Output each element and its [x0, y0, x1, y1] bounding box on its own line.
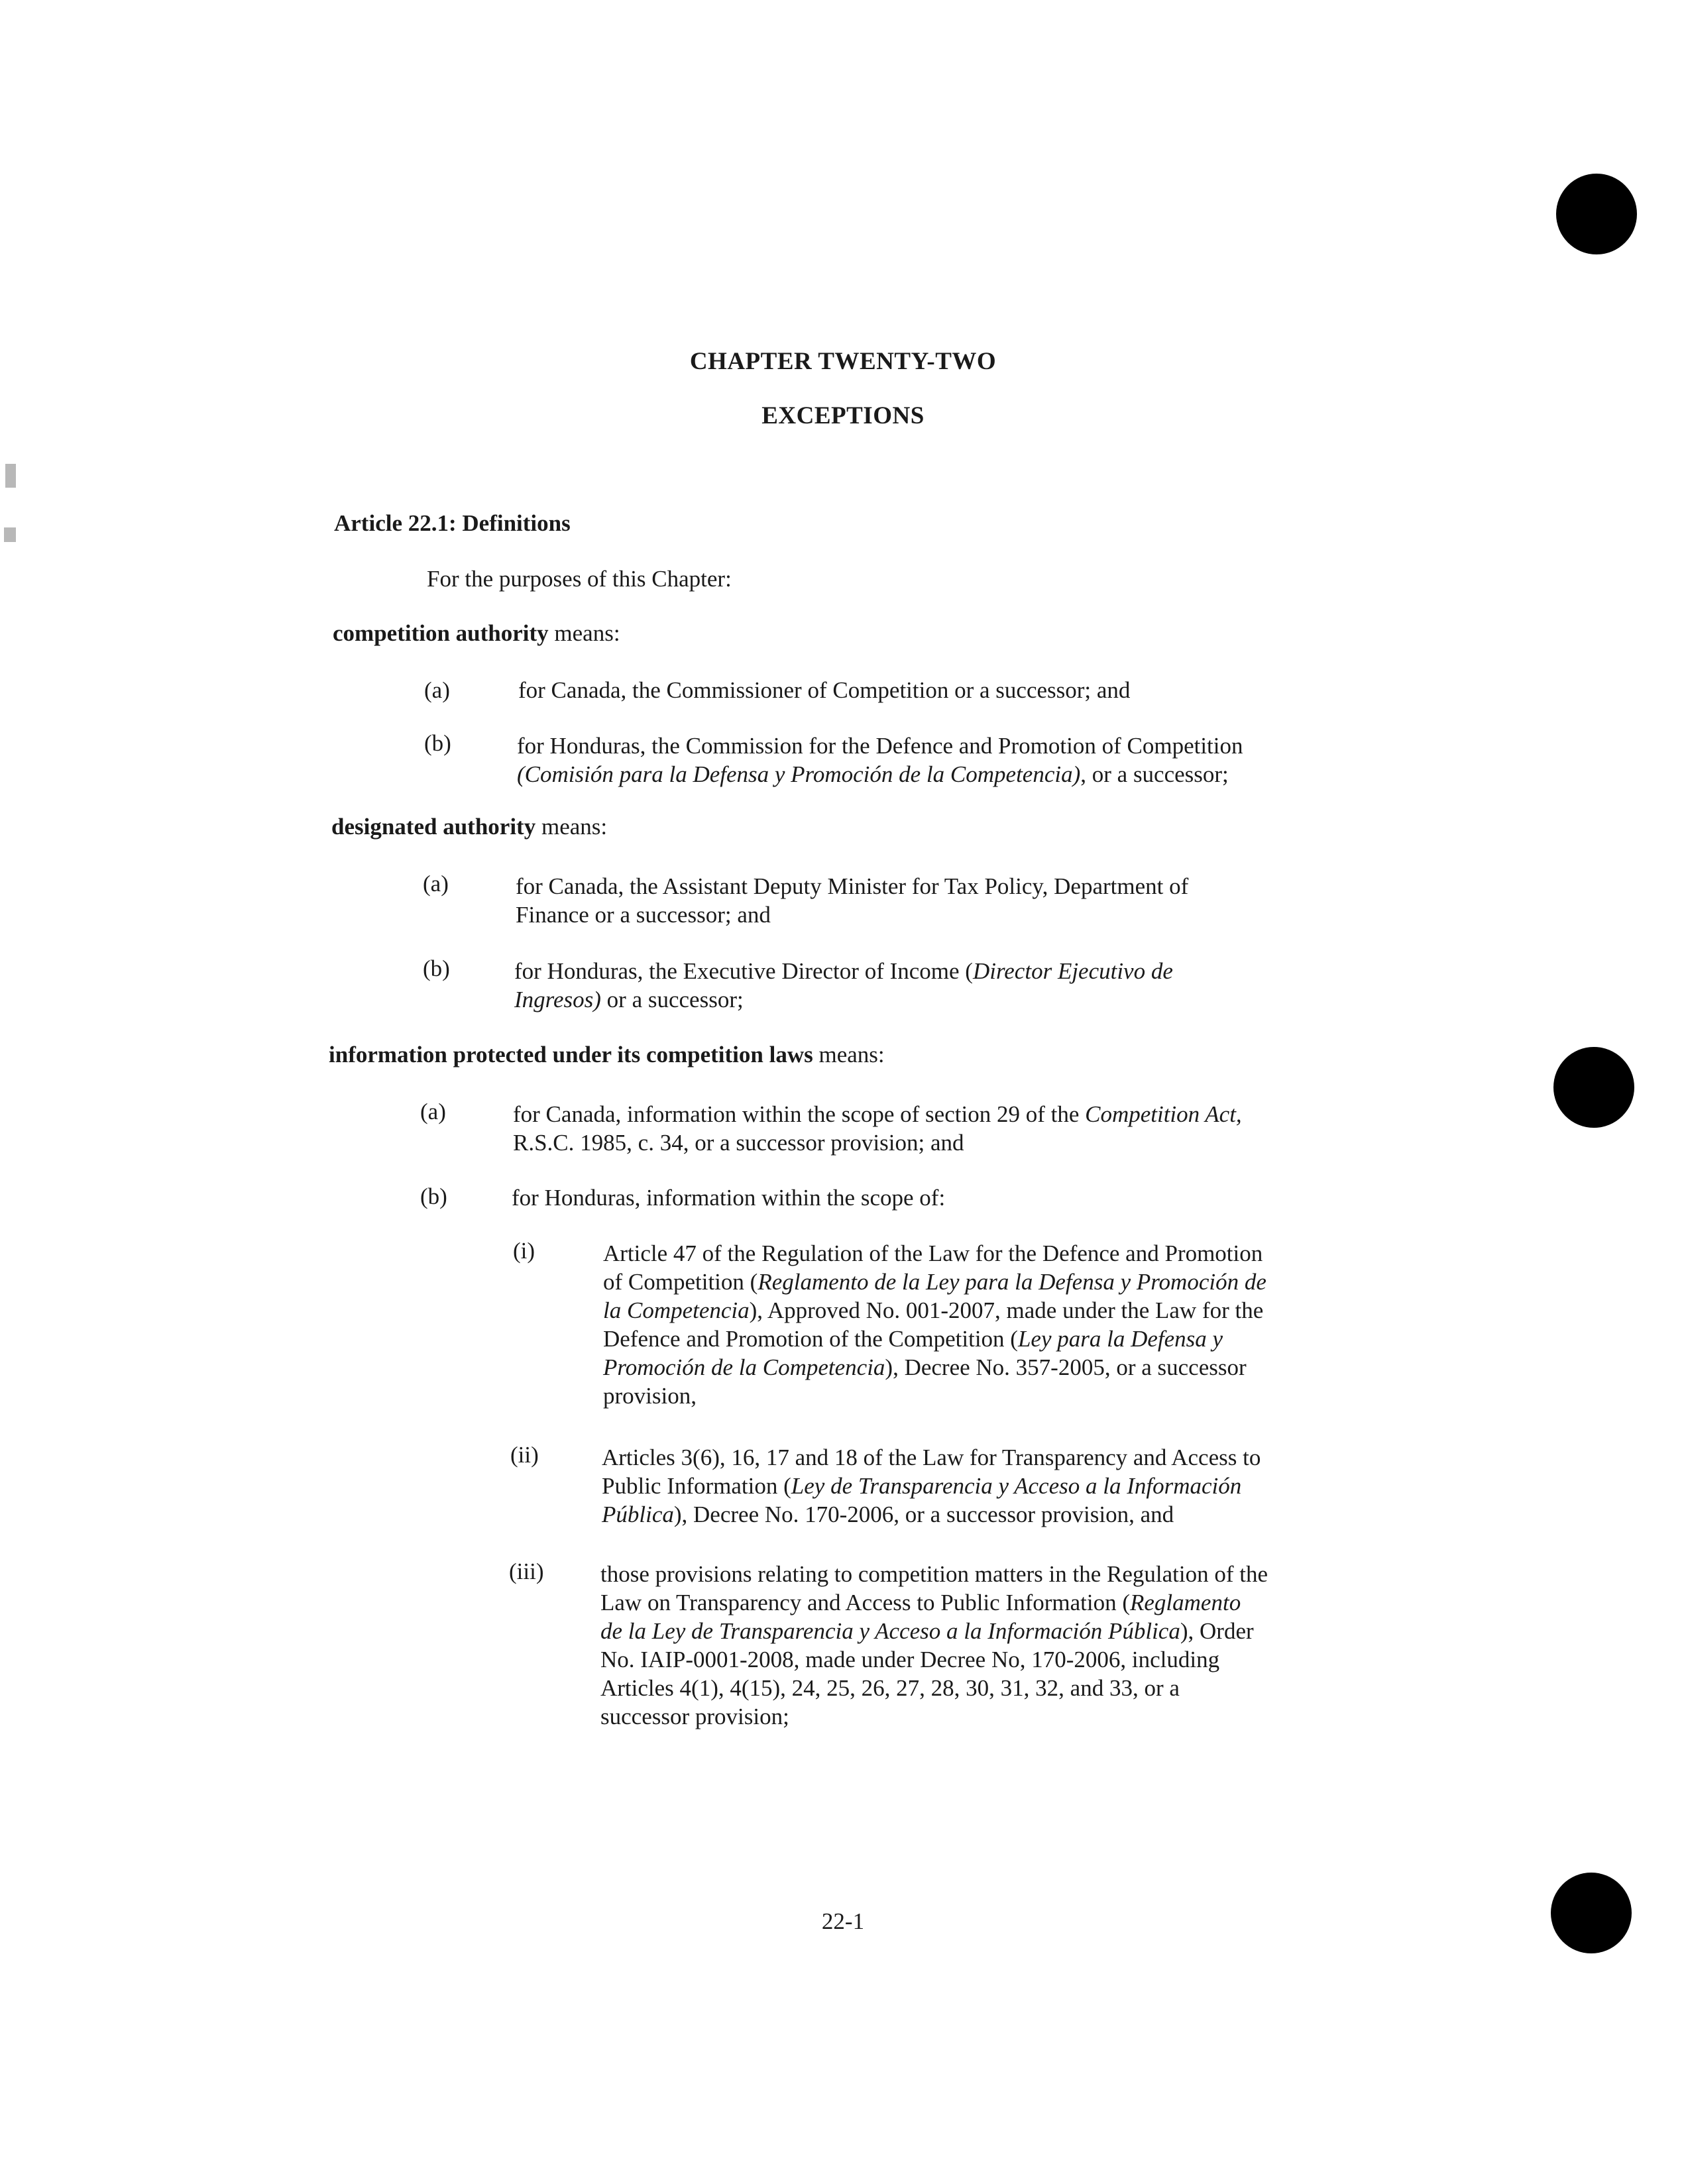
- item-text-line: (Comisión para la Defensa y Promoción de la Competencia), or a successor;: [517, 761, 1229, 787]
- subitem-marker: (ii): [510, 1442, 539, 1468]
- definition-subitem: those provisions relating to competition matters in the Regulation of the Law on Transparency and Access to Public Information (Reglamento de la Ley de Transparencia y Acceso a la Información Pública), Order No. IAIP-0001-2008, made under Decree No, 170-2006, including Articles 4(1), 4(15), 24, 25, 26, 27, 28, 30, 31, 32, and 33, or a successor provision;: [600, 1561, 1268, 1729]
- item-marker: (a): [424, 677, 450, 703]
- item-marker: (b): [423, 956, 450, 981]
- item-text-line: for Canada, the Commissioner of Competition or a successor; and: [518, 677, 1131, 703]
- item-text-line: Finance or a successor; and: [516, 902, 771, 928]
- definition-term-line: [333, 619, 620, 647]
- binder-hole-top: [1556, 174, 1637, 254]
- definition-item: [514, 957, 1173, 1014]
- item-text-line: for Honduras, information within the scope of:: [512, 1185, 946, 1211]
- subitem-marker: (i): [513, 1238, 535, 1264]
- definition-term: information protected under its competition laws: [329, 1042, 813, 1067]
- item-text-line: for Honduras, the Executive Director of Income (Director Ejecutivo de: [514, 958, 1173, 984]
- item-marker: (a): [420, 1099, 446, 1124]
- item-text-line: for Canada, the Assistant Deputy Minister for Tax Policy, Department of: [516, 873, 1189, 899]
- item-text-line: Ingresos) or a successor;: [514, 987, 744, 1012]
- item-text-line: for Canada, information within the scope of section 29 of the Competition Act,: [513, 1101, 1242, 1127]
- definition-term: designated authority: [331, 814, 536, 840]
- italic-title: (Comisión para la Defensa y Promoción de la Competencia): [517, 761, 1081, 787]
- definition-item: [518, 676, 1130, 704]
- chapter-subtitle: EXCEPTIONS: [761, 402, 925, 429]
- subitem-marker: (iii): [509, 1558, 544, 1584]
- definition-item: [512, 1183, 945, 1212]
- chapter-title: CHAPTER TWENTY-TWO: [689, 348, 997, 375]
- item-marker: (b): [424, 730, 451, 756]
- definition-item: [517, 732, 1243, 789]
- definition-subitem: Article 47 of the Regulation of the Law for the Defence and Promotion of Competition (Reglamento de la Ley para la Defensa y Promoción de la Competencia), Approved No. 001-2007, made under the Law for the Defence and Promotion of the Competition (Ley para la Defensa y Promoción de la Competencia), Decree No. 357-2005, or a successor provision,: [603, 1240, 1266, 1409]
- definition-term-line: [329, 1040, 885, 1069]
- definition-item: [516, 872, 1188, 929]
- item-text-line: for Honduras, the Commission for the Defence and Promotion of Competition: [517, 733, 1243, 759]
- page-number: 22-1: [821, 1908, 865, 1934]
- definition-means: means:: [818, 1042, 885, 1067]
- binder-hole-middle: [1553, 1047, 1634, 1128]
- definition-means: means:: [541, 814, 608, 840]
- scan-artifact: [4, 527, 16, 542]
- definition-term-line: [331, 812, 607, 841]
- item-marker: (a): [423, 871, 449, 897]
- article-heading: Article 22.1: Definitions: [334, 510, 571, 536]
- definition-means: means:: [554, 620, 620, 646]
- definition-term: competition authority: [333, 620, 549, 646]
- definition-item: [513, 1100, 1242, 1157]
- item-text-line: R.S.C. 1985, c. 34, or a successor provision; and: [513, 1130, 964, 1156]
- article-intro: For the purposes of this Chapter:: [427, 566, 732, 592]
- scan-artifact: [5, 464, 16, 488]
- item-marker: (b): [420, 1183, 447, 1209]
- definition-subitem: Articles 3(6), 16, 17 and 18 of the Law for Transparency and Access to Public Information (Ley de Transparencia y Acceso a la Información Pública), Decree No. 170-2006, or a successor provision, and: [602, 1445, 1261, 1527]
